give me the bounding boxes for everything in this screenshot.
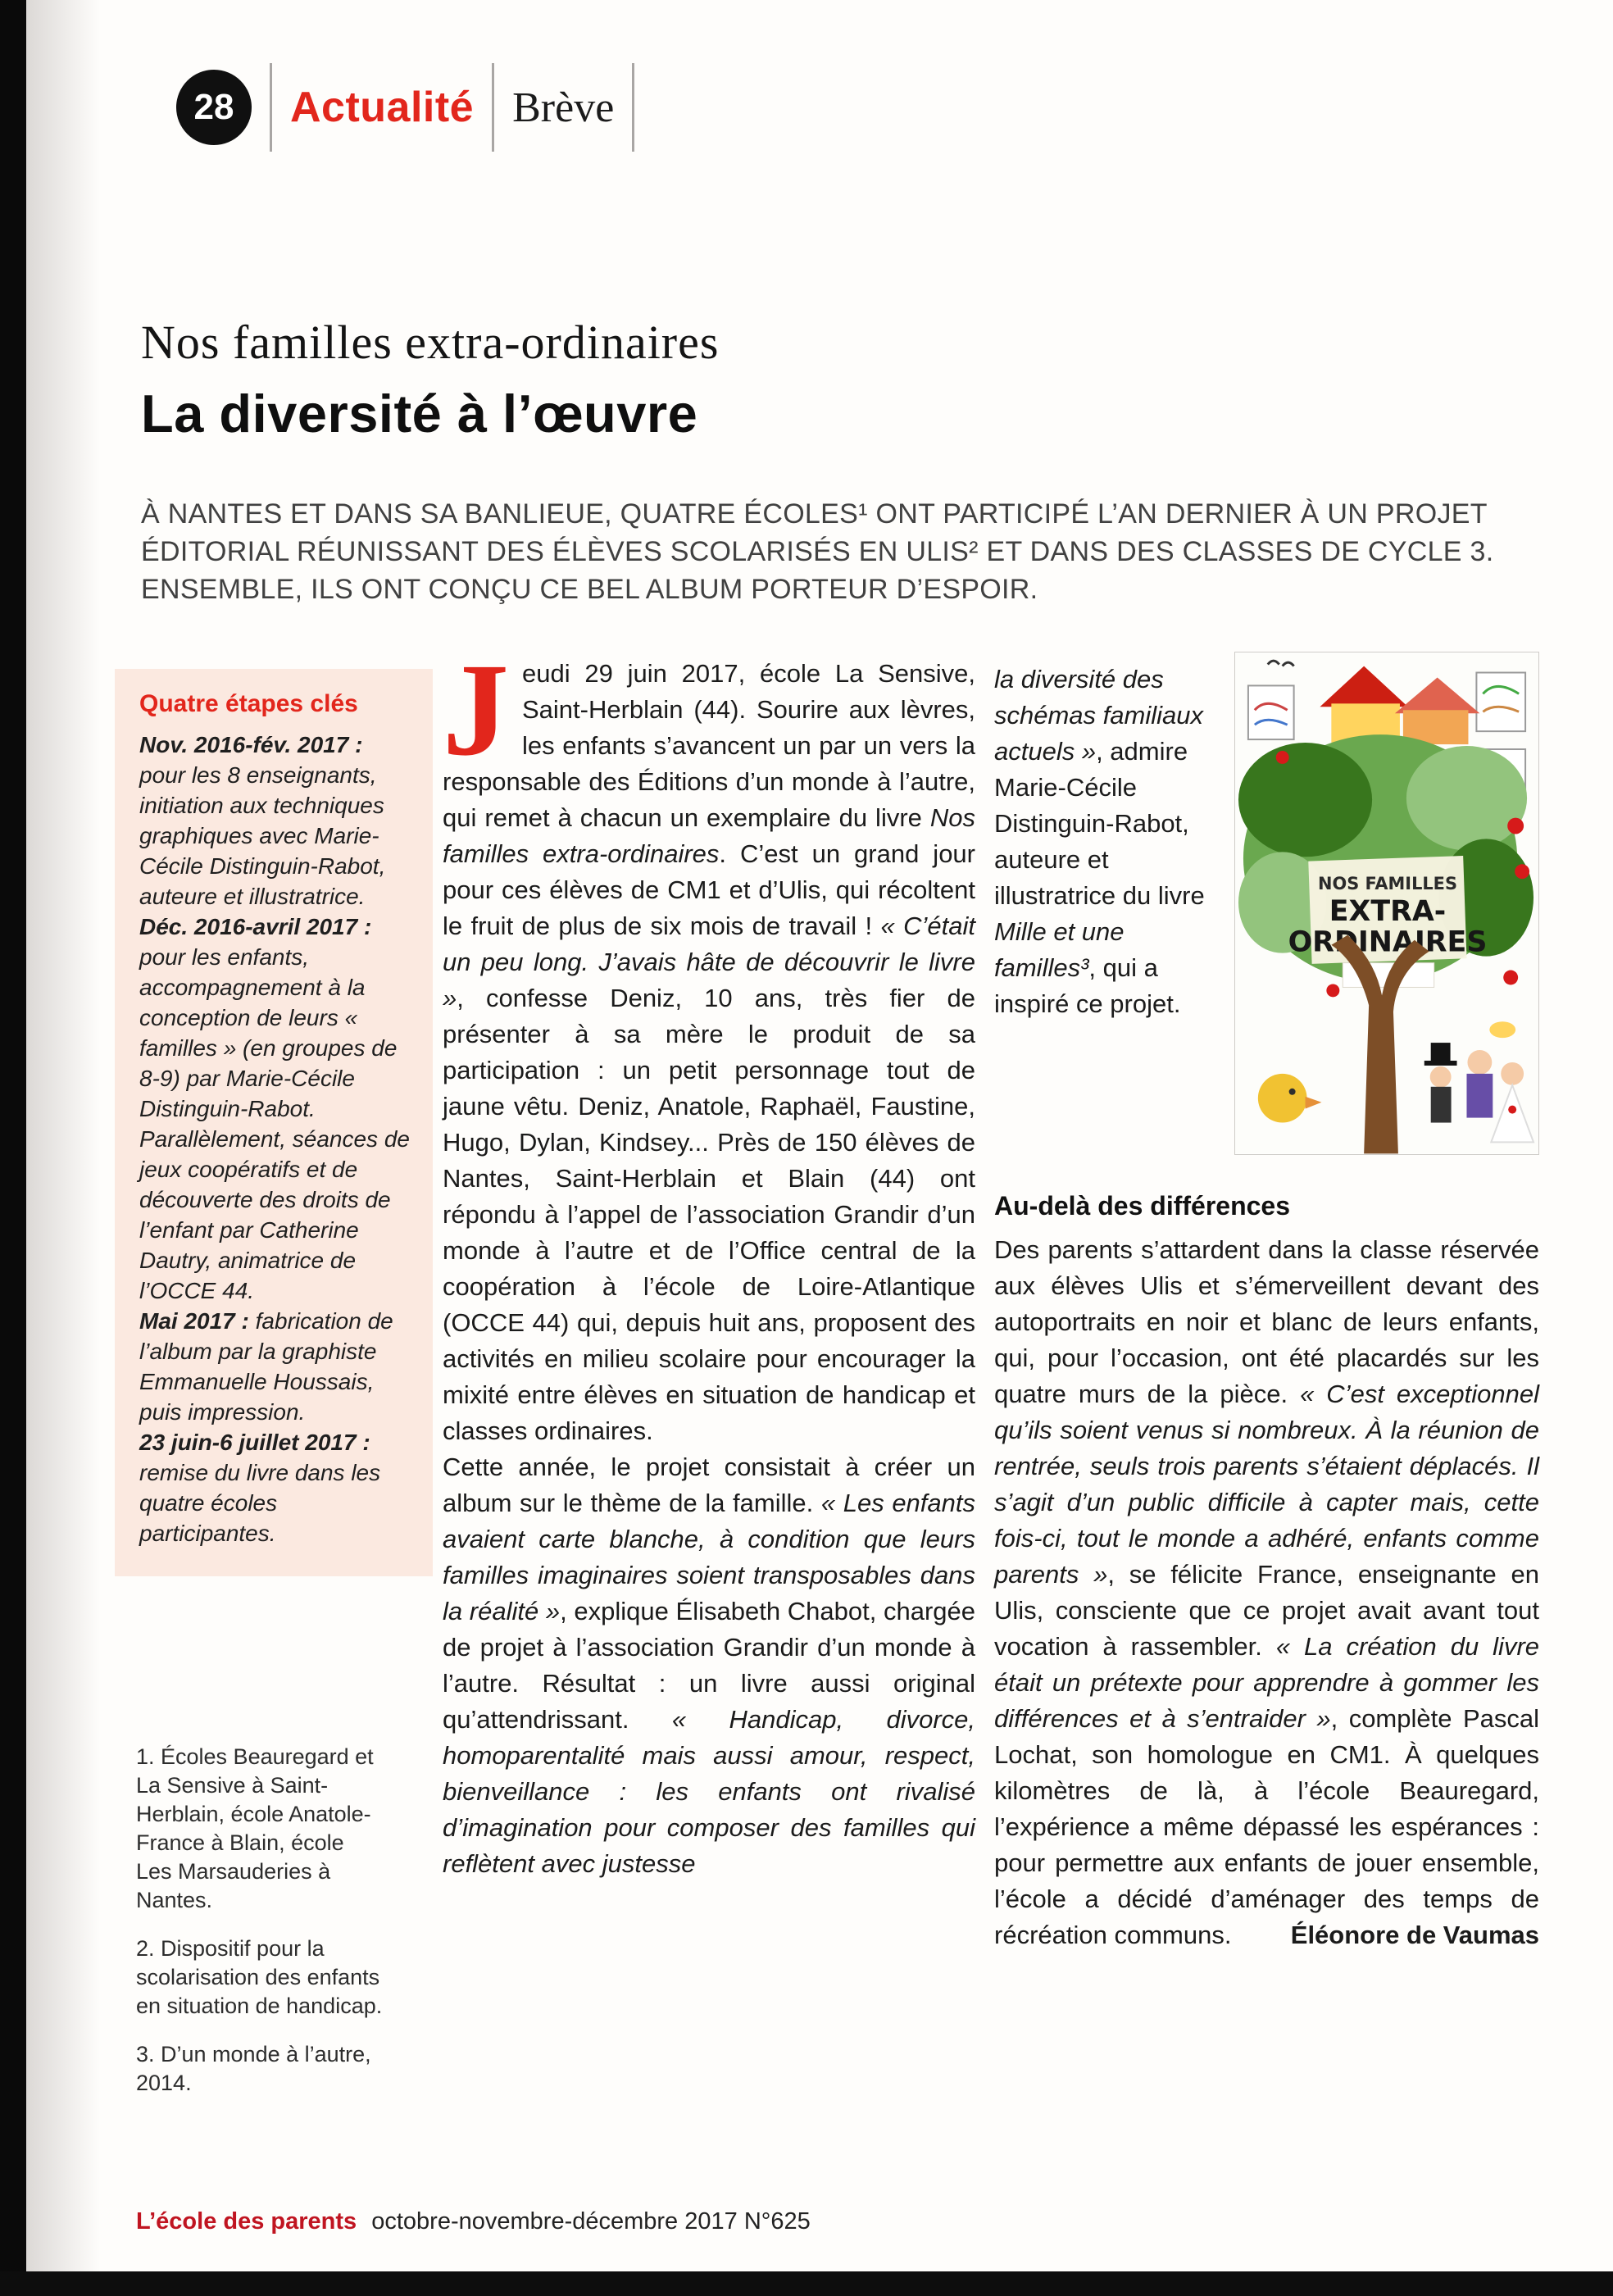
step-date: Déc. 2016-avril 2017 : (139, 914, 372, 939)
footnotes (136, 1743, 384, 2117)
book-title-line3: ORDINAIRES (1288, 925, 1488, 959)
author-signature: Éléonore de Vaumas (1290, 1921, 1539, 1949)
paragraph-text: Cette année, le projet consistait à créer un album sur le thème de la famille. « Les enfants avaient carte blanche, à condition que leurs familles imaginaires soient transposables dans la réalité », explique Élisabeth Chabot, chargée de projet à l’association Grandir d’un monde à l’autre. Résultat : un livre aussi original qu’attendrissant. « Handicap, divorce, homoparentalité mais aussi amour, respect, bienveillance : les enfants ont rivalisé d’imagination pour composer des familles qui reflètent avec justesse (443, 1453, 976, 1878)
step-date: 23 juin-6 juillet 2017 : (139, 1430, 370, 1455)
article-paragraph-2 (443, 1449, 975, 1882)
article-paragraph-3 (994, 1232, 1539, 1953)
book-title-small: NOS FAMILLES (1318, 874, 1457, 894)
header-divider (492, 63, 494, 152)
key-steps-title: Quatre étapes clés (139, 690, 358, 717)
step-text: fabrication de l’album par la graphiste Emmanuelle Houssais, puis impression. (139, 1308, 393, 1425)
step-date: Mai 2017 : (139, 1308, 249, 1334)
article-titles (141, 315, 719, 444)
header-divider (270, 63, 272, 152)
paragraph-text: eudi 29 juin 2017, école La Sensive, Saint-Herblain (44). Sourire aux lèvres, les enfants s’avancent un par un vers la responsable des Éditions d’un monde à l’autre, qui remet à chacun un exemplaire du livre Nos familles extra-ordinaires. C’est un grand jour pour ces élèves de CM1 et d’Ulis, qui récoltent le fruit de plus de six mois de travail ! « C’était un peu long. J’avais hâte de découvrir le livre », confesse Deniz, 10 ans, très fier de présenter à sa mère le produit de sa participation : un petit personnage tout de jaune vêtu. Deniz, Anatole, Raphaël, Faustine, Hugo, Dylan, Kindsey... Près de 150 élèves de Nantes, Saint-Herblain et Blain (44) ont répondu à l’appel de l’association Grandir d’un monde à l’autre et de l’Office central de la coopération à l’école de Loire-Atlantique (OCCE 44) qui, depuis huit ans, proposent des activités en milieu scolaire pour encourager la mixité entre élèves en situation de handicap et classes ordinaires. (443, 659, 975, 1445)
book-cover-illustration (1235, 652, 1538, 1154)
book-cover-image (1234, 652, 1539, 1155)
article-paragraph-1 (443, 637, 975, 1449)
scan-edge-bottom (0, 2271, 1613, 2296)
step-text: pour les 8 enseignants, initiation aux techniques graphiques avec Marie-Cécile Distinguin-Rabot, auteure et illustratrice. (139, 762, 386, 909)
page-number: 28 (193, 87, 234, 127)
key-step-4 (139, 1427, 410, 1548)
footnote-1: 1. Écoles Beauregard et La Sensive à Saint-Herblain, école Anatole-France à Blain, école Les Marsauderies à Nantes. (136, 1744, 374, 1912)
key-steps-box (115, 669, 433, 1576)
article-standfirst: À NANTES ET DANS SA BANLIEUE, QUATRE ÉCOLES¹ ONT PARTICIPÉ L’AN DERNIER À UN PROJET ÉDITORIAL RÉUNISSANT DES ÉLÈVES SCOLARISÉS EN ULIS² ET DANS DES CLASSES DE CYCLE 3. ENSEMBLE, ILS ONT CONÇU CE BEL ALBUM PORTEUR D’ESPOIR. (141, 498, 1494, 605)
page-footer (136, 2208, 811, 2235)
key-step-3 (139, 1306, 410, 1427)
page-number-badge (176, 70, 252, 145)
step-text: pour les enfants, accompagnement à la conception de leurs « familles » (en groupes de 8-9) par Marie-Cécile Distinguin-Rabot. Parallèlement, séances de jeux coopératifs et de découverte des droits de l’enfant par Catherine Dautry, animatrice de l’OCCE 44. (139, 944, 410, 1303)
book-credit-text (994, 652, 1220, 1155)
scan-edge-left (0, 0, 26, 2296)
book-title-line2: EXTRA- (1329, 894, 1447, 928)
right-column-top (994, 652, 1539, 1155)
step-date: Nov. 2016-fév. 2017 : (139, 732, 363, 757)
key-step-2 (139, 912, 410, 1306)
key-step-1 (139, 730, 410, 912)
paragraph-text: la diversité des schémas familiaux actuels », admire Marie-Cécile Distinguin-Rabot, auteure et illustratrice du livre Mille et une familles³, qui a inspiré ce projet. (994, 665, 1205, 1018)
paragraph-text: Des parents s’attardent dans la classe réservée aux élèves Ulis et s’émerveillent devant des autoportraits en noir et blanc de leurs enfants, qui, pour l’occasion, ont été placardés sur les quatre murs de la pièce. « C’est exceptionnel qu’ils soient venus si nombreux. À la réunion de rentrée, seuls trois parents s’étaient déplacés. Il s’agit d’un public difficile à capter mais, cette fois-ci, tout le monde a adhéré, enfants comme parents », se félicite France, enseignante en Ulis, consciente que ce projet avait avant tout vocation à rassembler. « La création du livre était un prétexte pour apprendre à gommer les différences et à s’entraider », complète Pascal Lochat, son homologue en CM1. À quelques kilomètres de là, à l’école Beauregard, l’expérience a même dépassé les espérances : pour permettre aux enfants de jouer ensemble, l’école a décidé d’aménager des temps de récréation communs. (994, 1235, 1540, 1949)
article-column-main (443, 637, 976, 1882)
footnote-3: 3. D’un monde à l’autre, 2014. (136, 2042, 371, 2095)
section-label: Actualité (290, 84, 475, 131)
scan-gutter-shadow (26, 0, 100, 2296)
page-header (176, 62, 634, 152)
header-divider (632, 63, 634, 152)
article-column-right (994, 652, 1539, 1953)
rubric-label: Brève (512, 84, 615, 131)
footnote-2: 2. Dispositif pour la scolarisation des enfants en situation de handicap. (136, 1936, 383, 2018)
article-subheading: Au-delà des différences (994, 1191, 1290, 1221)
article-title: La diversité à l’œuvre (141, 384, 698, 443)
step-text: remise du livre dans les quatre écoles participantes. (139, 1460, 381, 1546)
drop-cap: J (443, 637, 509, 784)
issue-info: octobre-novembre-décembre 2017 N°625 (371, 2208, 811, 2235)
article-kicker-title: Nos familles extra-ordinaires (141, 316, 720, 369)
magazine-name: L’école des parents (136, 2208, 357, 2235)
